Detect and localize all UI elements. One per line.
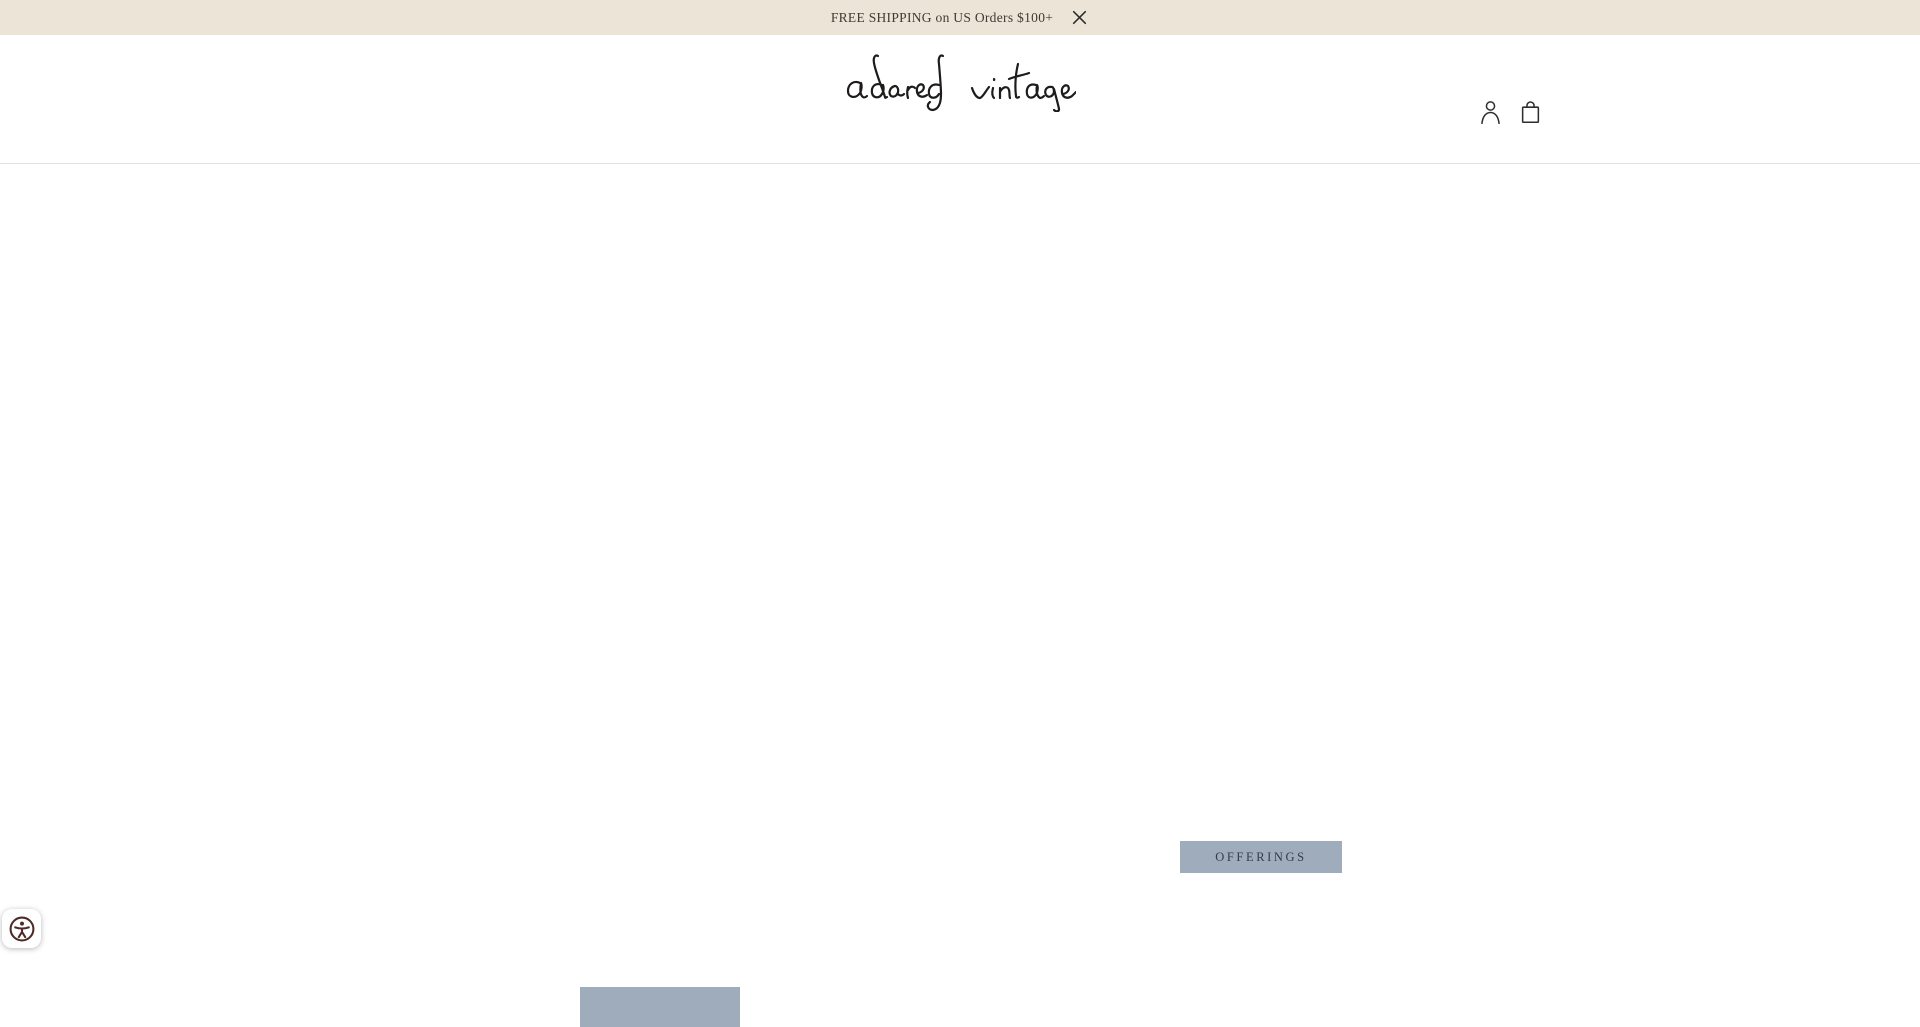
universal-access-icon [8,915,36,943]
account-button[interactable] [1481,99,1500,124]
partial-bottom-button[interactable] [580,987,740,1027]
accessibility-widget-button[interactable] [2,909,41,948]
close-x-icon [1072,10,1087,25]
cart-button[interactable] [1519,99,1542,124]
header-icons [1481,99,1542,124]
announcement-close-button[interactable] [1070,8,1089,27]
site-header [0,35,1920,164]
announcement-text: FREE SHIPPING on US Orders $100+ [830,9,1054,25]
logo-link[interactable] [844,52,1076,117]
person-icon [1481,99,1500,124]
shopping-bag-icon [1519,99,1542,124]
logo-text [1076,52,1077,53]
logo-adored-vintage [844,52,1076,112]
main-content [0,164,1920,992]
announcement-bar [0,0,1920,35]
offerings-button[interactable]: OFFERINGS [1180,841,1342,873]
